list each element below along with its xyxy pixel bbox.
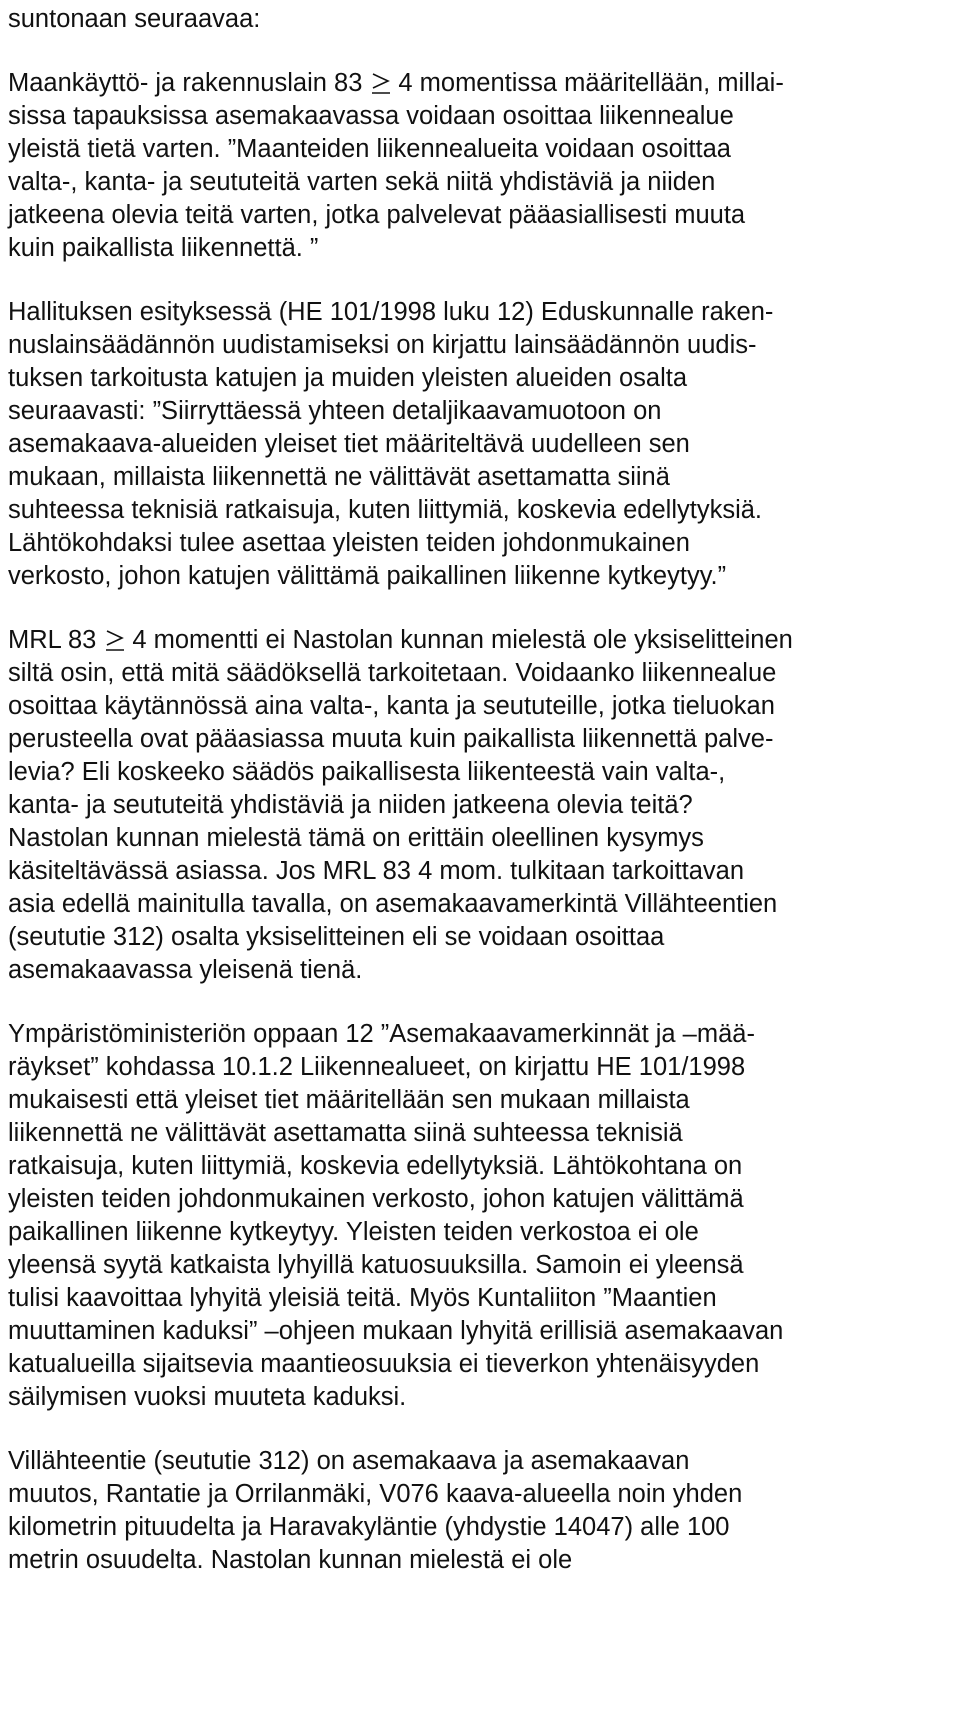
text-line: liikennettä ne välittävät asettamatta siinä suhteessa teknisiä [8,1119,683,1147]
text-line: käsiteltävässä asiassa. Jos MRL 83 4 mom. tulkitaan tarkoittavan [8,857,745,885]
text-line: osoittaa käytännössä aina valta-, kanta ja seututeille, jotka tieluokan [8,692,775,720]
text-line: suntonaan seuraavaa: [8,5,261,33]
text-segment: 4 momentti ei Nastolan kunnan mielestä ole yksiselitteinen [132,626,793,654]
text-line: sissa tapauksissa asemakaavassa voidaan osoittaa liikennealue [8,102,734,130]
text-line: kuin paikallista liikennettä. ” [8,234,319,262]
text-line: katualueilla sijaitsevia maantieosuuksia ei tieverkon yhtenäisyyden [8,1350,760,1378]
text-line: verkosto, johon katujen välittämä paikallinen liikenne kytkeytyy.” [8,562,727,590]
text-line: (seututie 312) osalta yksiselitteinen eli se voidaan osoittaa [8,923,665,951]
text-line: ratkaisuja, kuten liittymiä, koskevia edellytyksiä. Lähtökohtana on [8,1152,743,1180]
text-line: asia edellä mainitulla tavalla, on asemakaavamerkintä Villähteentien [8,890,778,918]
text-line: tulisi kaavoittaa lyhyitä yleisiä teitä. Myös Kuntaliiton ”Maantien [8,1284,717,1312]
text-line: valta-, kanta- ja seututeitä varten sekä niitä yhdistäviä ja niiden [8,168,716,196]
text-line: muutos, Rantatie ja Orrilanmäki, V076 kaava-alueella noin yhden [8,1480,743,1508]
text-line: jatkeena olevia teitä varten, jotka palvelevat pääasiallisesti muuta [8,201,746,229]
text-line [8,66,784,100]
text-line: Ympäristöministeriön oppaan 12 ”Asemakaavamerkinnät ja –mää- [8,1020,755,1048]
text-line: asemakaava-alueiden yleiset tiet määriteltävä uudelleen sen [8,430,690,458]
text-line: tuksen tarkoitusta katujen ja muiden yleisten alueiden osalta [8,364,687,392]
text-line: metrin osuudelta. Nastolan kunnan mielestä ei ole [8,1546,573,1574]
text-line: yleisten teiden johdonmukainen verkosto, johon katujen välittämä [8,1185,744,1213]
text-line: paikallinen liikenne kytkeytyy. Yleisten teiden verkostoa ei ole [8,1218,699,1246]
text-line: levia? Eli koskeeko säädös paikallisesta liikenteestä vain valta-, [8,758,726,786]
text-line: nuslainsäädännön uudistamiseksi on kirjattu lainsäädännön uudis- [8,331,757,359]
section-sign-icon [368,66,394,96]
text-line: kanta- ja seututeitä yhdistäviä ja niiden jatkeena olevia teitä? [8,791,693,819]
text-line: kilometrin pituudelta ja Haravakyläntie (yhdystie 14047) alle 100 [8,1513,730,1541]
text-line: perusteella ovat pääasiassa muuta kuin paikallista liikennettä palve- [8,725,774,753]
text-line: yleistä tietä varten. ”Maanteiden liikennealueita voidaan osoittaa [8,135,731,163]
text-line [8,623,793,657]
text-line: yleensä syytä katkaista lyhyillä katuosuuksilla. Samoin ei yleensä [8,1251,744,1279]
text-segment: 4 momentissa määritellään, millai- [398,69,784,97]
text-line: Lähtökohdaksi tulee asettaa yleisten teiden johdonmukainen [8,529,690,557]
text-line: Villähteentie (seututie 312) on asemakaava ja asemakaavan [8,1447,690,1475]
text-line: räykset” kohdassa 10.1.2 Liikennealueet, on kirjattu HE 101/1998 [8,1053,746,1081]
text-line: suhteessa teknisiä ratkaisuja, kuten liittymiä, koskevia edellytyksiä. [8,496,763,524]
text-line: Nastolan kunnan mielestä tämä on erittäin oleellinen kysymys [8,824,704,852]
text-line: asemakaavassa yleisenä tienä. [8,956,363,984]
text-segment: MRL 83 [8,626,97,654]
text-line: säilymisen vuoksi muuteta kaduksi. [8,1383,407,1411]
text-line: mukaisesti että yleiset tiet määritellään sen mukaan millaista [8,1086,690,1114]
section-sign-icon [102,623,128,653]
text-line: seuraavasti: ”Siirryttäessä yhteen detaljikaavamuotoon on [8,397,662,425]
text-line: muuttaminen kaduksi” –ohjeen mukaan lyhyitä erillisiä asemakaavan [8,1317,784,1345]
text-line: siltä osin, että mitä säädöksellä tarkoitetaan. Voidaanko liikennealue [8,659,777,687]
text-segment: Maankäyttö- ja rakennuslain 83 [8,69,363,97]
text-line: mukaan, millaista liikennettä ne välittävät asettamatta siinä [8,463,670,491]
text-line: Hallituksen esityksessä (HE 101/1998 luku 12) Eduskunnalle raken- [8,298,774,326]
